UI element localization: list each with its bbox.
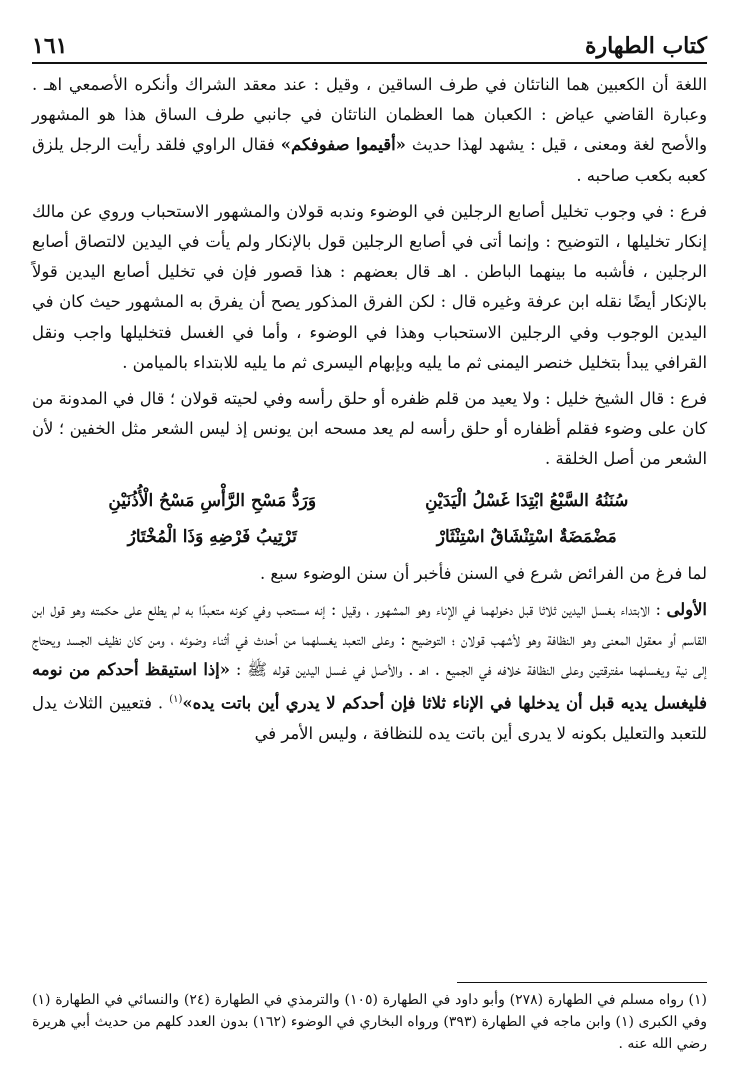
paragraph-sunan: لما فرغ من الفرائض شرع في السنن فأخبر أن سنن الوضوء سبع . (259, 563, 707, 583)
paragraph-ula (32, 595, 707, 749)
paragraph-text: : الابتداء بغسل اليدين ثلاثا قبل دخولهما في الإناء وهو المشهور ، وقيل : إنه مستحب وفي كونه متعبدًا به لم يطلع على حكمته وهو قول ابن القاسم أو معقول المعنى وهو النظافة وهو لأشهب قولان ؛ التوضيح : وعلى التعبد يغسلهما من أحدث في أثناء وضوئه ، ومن كان نظيف الجسد ويحتاج إلى نية ويغسلهما مفترقتين وعلى النظافة خلافه في الجميع . اهـ . والأصل في غسل اليدين قوله ﷺ : (32, 599, 707, 680)
verse-hemistich: وَرَدُّ مَسْحِ الرَّأْسِ مَسْحُ الْأُذُنَيْنِ (108, 490, 317, 511)
main-text (32, 70, 707, 755)
footnote-1: (١) رواه مسلم في الطهارة (٢٧٨) وأبو داود في الطهارة (١٠٥) والترمذي في الطهارة (٢٤) والنسائي في الطهارة (١) وفي الكبرى (١) وابن ماجه في الطهارة (٣٩٣) ورواه البخاري في الوضوء (١٦٢) بدون العدد كلهم من حديث أبي هريرة رضي الله عنه . (32, 992, 707, 1052)
verse-hemistich: تَرْتِيبُ فَرْضِهِ وَذَا الْمُخْتَارُ (127, 526, 297, 547)
footnote-marker[interactable]: (١) (169, 694, 183, 706)
paragraph-text: . فتعيين الثلاث يدل للتعبد والتعليل بكونه لا يدرى أين باتت يده للنظافة ، وليس الأمر في (32, 693, 707, 744)
hadith-quote: «إذا استيقظ أحدكم من نومه فليغسل يديه قبل أن يدخلها في الإناء ثلاثا فإن أحدكم لا يدري أين باتت يده» (32, 660, 707, 713)
running-header (32, 28, 707, 64)
poem-verses (32, 481, 707, 559)
chapter-title: كتاب الطهارة (584, 33, 707, 59)
paragraph-takhlil: فرع : في وجوب تخليل أصابع الرجلين في الوضوء وندبه قولان والمشهور الاستحباب وروي عن مالك إنكار تخليلها ، التوضيح : وإنما أتى في أصابع الرجلين قول بالإنكار ولم يأت في اليدين لالتصاق أصابع الرجلين ، فأشبه ما بينهما الباطن . اهـ قال بعضهم : هذا قصور فإن في تخليل أصابع اليدين قولاً بالإنكار أيضًا نقله ابن عرفة وغيره قال : لكن الفرق المذكور يصح أن يفرق به المشهور حيث كان في اليدين الوجوب وفي الرجلين الاستحباب وهذا في الوضوء ، وأما في الغسل فتخليلها واجب ونقل القرافي يبدأ بتخليل خنصر اليمنى ثم ما يليه وبإبهام اليسرى ثم ما يليه للابتداء بالميامن . (32, 201, 707, 372)
footnote-divider (457, 982, 707, 983)
verse-hemistich: سُنَنُهُ السَّبْعُ ابْتِدَا غَسْلُ الْيَدَيْنِ (425, 490, 629, 511)
page-number: ١٦١ (32, 33, 68, 59)
paragraph-kaabain (32, 70, 707, 191)
paragraph-text: فقال الراوي فلقد رأيت الرجل يلزق كعبه بكعب صاحبه . (32, 135, 707, 185)
verse-hemistich: مَضْمَضَةٌ اسْتِنْشَاقٌ اسْتِنْثَارْ (436, 526, 617, 547)
hadith-quote: «أقيموا صفوفكم» (280, 135, 406, 155)
footnotes (32, 982, 707, 1055)
paragraph-far: فرع : قال الشيخ خليل : ولا يعيد من قلم ظفره أو حلق رأسه وفي لحيته قولان ؛ قال في المدونة من كان على وضوء فقلم أظفاره أو حلق رأسه لم يعد مسحه ابن يونس إذ ليس الشعر مثل الخفين ؛ لأن الشعر من أصل الخلقة . (32, 389, 707, 469)
paragraph-text: اللغة أن الكعبين هما الناتئان في طرف الساقين ، وقيل : عند معقد الشراك وأنكره الأصمعي اهـ . وعبارة القاضي عياض : الكعبان هما العظمان الناتئان في جانبي طرف الساق هذا هو المشهور والأصح لغة ومعنى ، قيل : يشهد لهذا حديث (32, 75, 708, 155)
section-lead: الأولى (666, 599, 707, 619)
